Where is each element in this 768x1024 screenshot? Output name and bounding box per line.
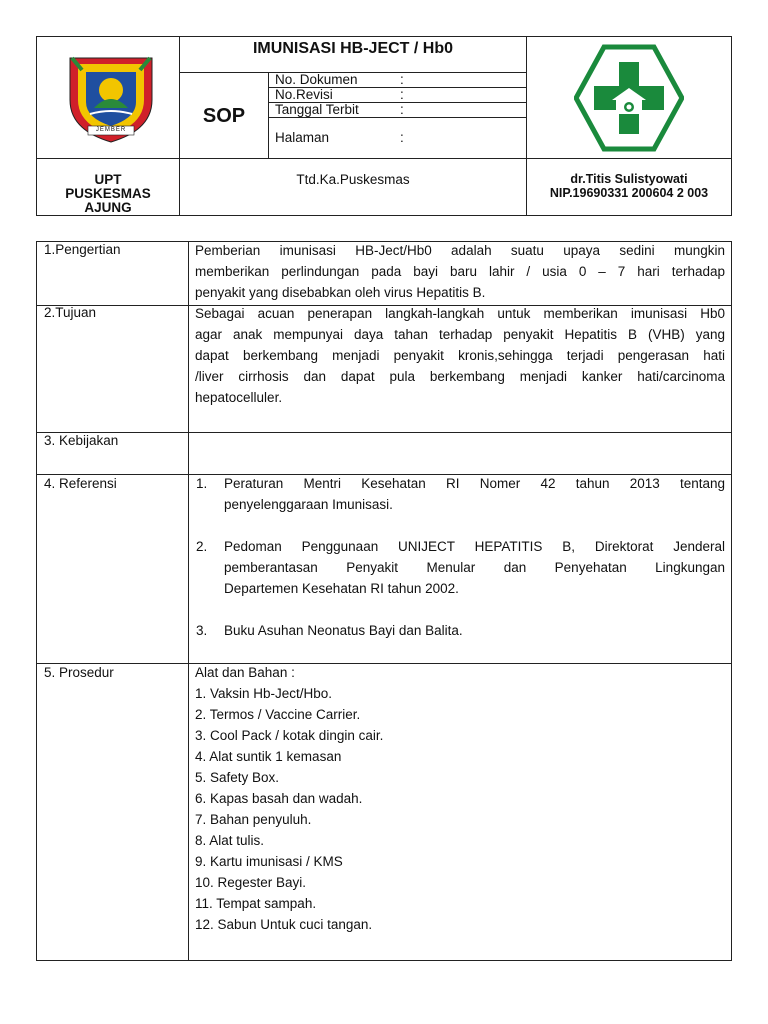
pengertian-label: 1.Pengertian <box>44 242 121 257</box>
referensi-line: Buku Asuhan Neonatus Bayi dan Balita. <box>224 623 463 638</box>
referensi-num: 2. <box>196 539 208 554</box>
tujuan-line: hepatocelluler. <box>195 390 283 405</box>
tujuan-line: Sebagai acuan penerapan langkah-langkah untuk memberikan imunisasi Hb0 <box>195 306 725 321</box>
list-item: 7. Bahan penyuluh. <box>195 812 312 827</box>
list-item: 5. Safety Box. <box>195 770 280 785</box>
list-item: 12. Sabun Untuk cuci tangan. <box>195 917 373 932</box>
field-no-revisi: No.Revisi <box>275 87 333 102</box>
list-item: 4. Alat suntik 1 kemasan <box>195 749 342 764</box>
field-colon: : <box>400 87 404 102</box>
pengertian-line: penyakit yang disebabkan oleh virus Hepatitis B. <box>195 285 486 300</box>
emblem-ribbon-text: JEMBER <box>95 127 127 133</box>
org-line-1: UPT <box>94 172 122 187</box>
field-tanggal-terbit: Tanggal Terbit <box>275 102 359 117</box>
prosedur-label: 5. Prosedur <box>44 665 114 680</box>
prosedur-heading: Alat dan Bahan : <box>195 665 295 680</box>
referensi-item <box>224 536 725 599</box>
referensi-line: penyelenggaraan Imunisasi. <box>224 497 393 512</box>
referensi-label: 4. Referensi <box>44 476 117 491</box>
prosedur-list <box>195 662 725 935</box>
referensi-line: Pedoman Penggunaan UNIJECT HEPATITIS B, Direktorat Jenderal <box>224 539 725 554</box>
head-nip: NIP.19690331 200604 2 003 <box>549 186 709 200</box>
pengertian-line: Pemberian imunisasi HB-Ject/Hb0 adalah suatu upaya sedini mungkin <box>195 243 725 258</box>
tujuan-line: /liver cirrhosis dan dapat pula berkembang menjadi kanker hati/carcinoma <box>195 369 725 384</box>
referensi-num: 1. <box>196 476 208 491</box>
referensi-line: pemberantasan Penyakit Menular dan Penyehatan Lingkungan <box>224 560 725 575</box>
field-colon: : <box>400 102 404 117</box>
list-item: 2. Termos / Vaccine Carrier. <box>195 707 361 722</box>
list-item: 1. Vaksin Hb-Ject/Hbo. <box>195 686 333 701</box>
list-item: 8. Alat tulis. <box>195 833 265 848</box>
field-no-dokumen: No. Dokumen <box>275 72 358 87</box>
tujuan-label: 2.Tujuan <box>44 305 97 320</box>
puskesmas-logo <box>574 44 684 152</box>
tujuan-line: dapat berkembang menjadi penyakit kronis,sehingga terjadi pengerasan hati <box>195 348 725 363</box>
referensi-item <box>224 473 725 515</box>
org-line-3: AJUNG <box>84 200 132 215</box>
field-colon: : <box>400 72 404 87</box>
list-item: 9. Kartu imunisasi / KMS <box>195 854 343 869</box>
jember-emblem <box>64 50 158 144</box>
pengertian-line: memberikan perlindungan pada bayi baru lahir / usia 0 – 7 hari terhadap <box>195 264 725 279</box>
field-colon: : <box>400 130 404 145</box>
pengertian-text <box>195 240 725 303</box>
list-item: 11. Tempat sampah. <box>195 896 317 911</box>
org-line-2: PUSKESMAS <box>65 186 151 201</box>
list-item: 6. Kapas basah dan wadah. <box>195 791 363 806</box>
signature-label: Ttd.Ka.Puskesmas <box>296 172 410 187</box>
head-name: dr.Titis Sulistyowati <box>570 172 688 186</box>
field-halaman: Halaman <box>275 130 330 145</box>
sop-label: SOP <box>202 105 246 127</box>
tujuan-line: agar anak mempunyai daya tahan terhadap penyakit Hepatitis B (VHB) yang <box>195 327 725 342</box>
list-item: 10. Regester Bayi. <box>195 875 307 890</box>
referensi-line: Peraturan Mentri Kesehatan RI Nomer 42 tahun 2013 tentang <box>224 476 725 491</box>
referensi-item <box>224 620 725 641</box>
list-item: 3. Cool Pack / kotak dingin cair. <box>195 728 384 743</box>
kebijakan-label: 3. Kebijakan <box>44 433 119 448</box>
tujuan-text <box>195 303 725 408</box>
referensi-num: 3. <box>196 623 208 638</box>
page-title: IMUNISASI HB-JECT / Hb0 <box>252 40 453 57</box>
referensi-line: Departemen Kesehatan RI tahun 2002. <box>224 581 459 596</box>
